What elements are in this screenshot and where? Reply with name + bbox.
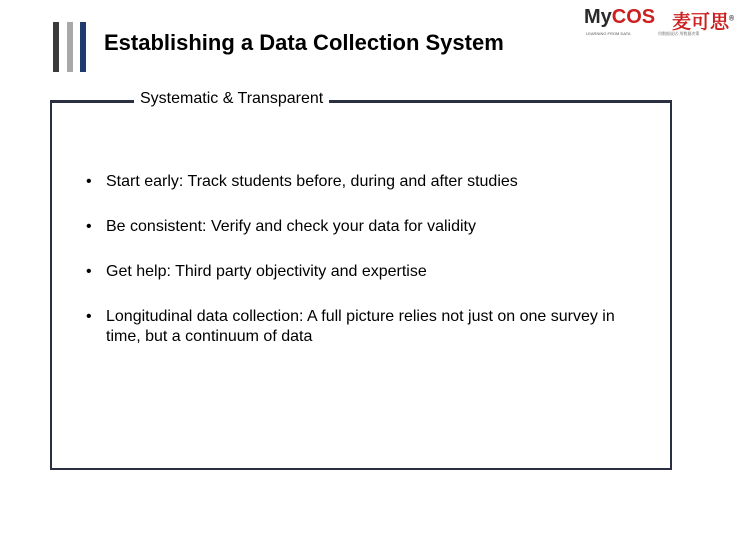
registered-mark: ® [729,15,734,23]
bullet-text: Longitudinal data collection: A full picture relies not just on one survey in time, but a continuum of data [106,308,615,345]
decoration-bar-dark [53,22,59,72]
logo-chinese-name [672,7,734,34]
bullet-text: Get help: Third party objectivity and expertise [106,263,427,280]
bullet-text: Be consistent: Verify and check your data for validity [106,218,476,235]
bullet-text: Start early: Track students before, during and after studies [106,173,518,190]
bullet-dot: • [86,173,92,190]
bullet-item [86,307,646,347]
slide-title: Establishing a Data Collection System [104,30,504,55]
bullet-list [86,172,646,372]
bullet-item [86,217,646,237]
bullet-dot: • [86,218,92,235]
decoration-bar-navy [80,22,86,72]
bullet-dot: • [86,308,92,325]
logo-tagline-en: LEARNING FROM DATA [586,31,631,36]
bullet-item [86,172,646,192]
frame-label: Systematic & Transparent [134,90,329,108]
bullet-item [86,262,646,282]
logo-wordmark [584,6,655,29]
logo-tagline-cn: 用数据说话·用数据决策 [658,31,700,36]
bullet-dot: • [86,263,92,280]
decoration-bar-gray [67,22,73,72]
logo-cos: COS [611,6,656,28]
title-decoration-bars [53,22,89,72]
logo-cn-text: 麦可思 [672,12,730,33]
mycos-logo [584,6,734,42]
logo-my: My [584,6,612,28]
